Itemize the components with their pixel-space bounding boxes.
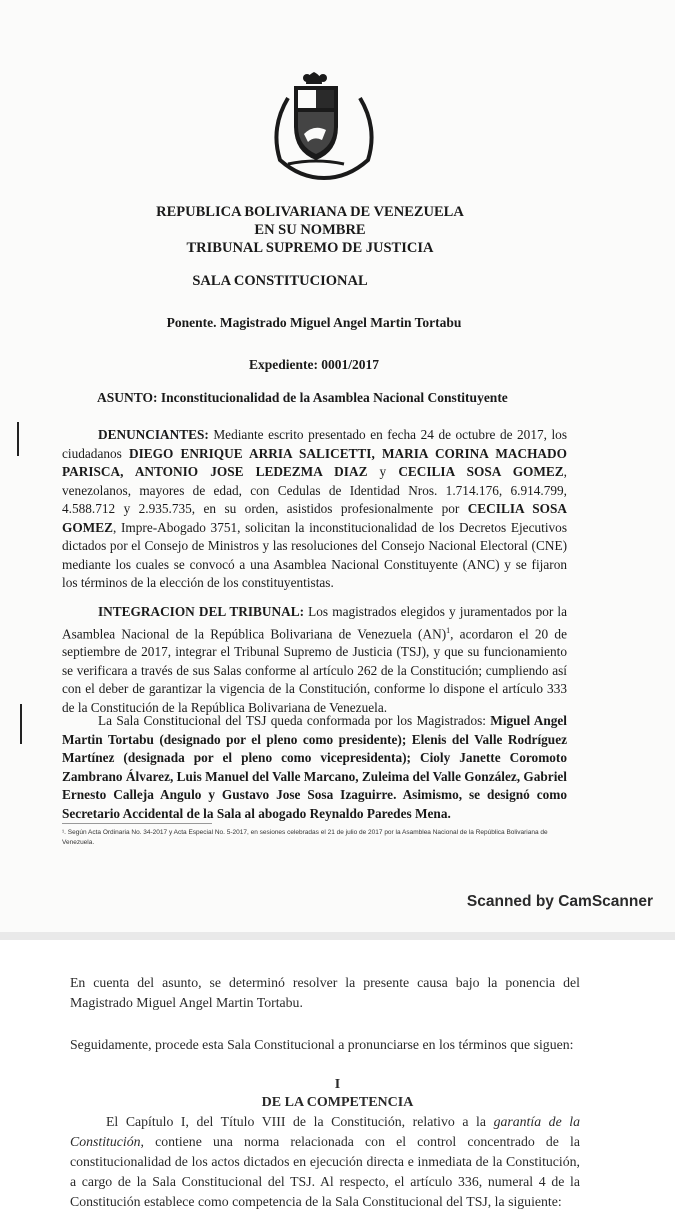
camscanner-watermark: Scanned by CamScanner: [466, 893, 653, 910]
header-country: REPUBLICA BOLIVARIANA DE VENEZUELA: [156, 204, 464, 220]
text: , Impre-Abogado 3751, solicitan la inconstitucionalidad de los Decretos Ejecutivos dictados por el Consejo de Ministros y las resoluciones del Consejo Nacional Electoral (CNE) mediante los cuales se convocó a una Asamblea Nacional Constituyente (ANC) y se fijaron los términos de la elección de los constituyentistas.: [62, 519, 567, 590]
magistrados-list: Miguel Angel Martin Tortabu (designado por el pleno como presidente); Elenis del Valle Rodríguez Martínez (designada por el pleno como vicepresidenta); Cioly Janette Coromoto Zambrano Álvarez, Luis Manuel del Valle Marcano, Zuleima del Valle González, Gabriel Ernesto Calleja Angulo y Gustavo Jose Sosa Izaguirre. Asimismo, se designó como Secretario Accidental de la Sala al abogado Reynaldo Paredes Mena.: [62, 713, 567, 821]
paragraph-integracion: [62, 603, 567, 717]
header-court: TRIBUNAL SUPREMO DE JUSTICIA: [186, 240, 434, 256]
names: DIEGO ENRIQUE ARRIA SALICETTI, MARIA CORINA MACHADO PARISCA, ANTONIO JOSE LEDEZMA DIAZ: [62, 445, 567, 479]
footnote-rule: [62, 823, 212, 824]
paragraph-cuenta: En cuenta del asunto, se determinó resolver la presente causa bajo la ponencia del Magistrado Miguel Angel Martin Tortabu.: [70, 975, 580, 1010]
text: Los magistrados elegidos y juramentados por la Asamblea Nacional de la República Bolivariana de Venezuela (AN): [62, 604, 568, 641]
text: La Sala Constitucional del TSJ queda conformada por los Magistrados:: [98, 713, 491, 728]
text: , acordaron el 20 de septiembre de 2017, integrar el Tribunal Supremo de Justicia (TSJ), y que su funcionamiento se verificara a través de sus Salas conforme al artículo 262 de la Constitución; cumpliendo así con el deber de garantizar la vigencia de la Constitución, conforme lo dispone el artículo 333 de la Constitución de la República Bolivariana de Venezuela.: [62, 625, 567, 715]
expediente: Expediente: 0001/2017: [248, 357, 380, 372]
paragraph-denunciantes: [62, 426, 567, 593]
paragraph-sala-conformada: [62, 712, 567, 823]
section-roman-numeral: I: [334, 1077, 341, 1092]
text: , venezolanos, mayores de edad, con Cedulas de Identidad Nros. 1.714.176, 6.914.799, 4.588.712 y 2.935.735, en su orden, asistidos profesionalmente por: [62, 464, 567, 516]
margin-mark: [17, 422, 19, 456]
paragraph-competencia: [70, 1112, 580, 1212]
asunto: ASUNTO: Inconstitucionalidad de la Asamblea Nacional Constituyente: [97, 390, 508, 405]
margin-mark: [20, 704, 22, 744]
paragraph-seguidamente: Seguidamente, procede esta Sala Constitucional a pronunciarse en los términos que siguen:: [70, 1037, 574, 1052]
ponente: Ponente. Magistrado Miguel Angel Martin Tortabu: [166, 315, 462, 330]
footnote: ¹. Según Acta Ordinaria No. 34-2017 y Acta Especial No. 5-2017, en sesiones celebradas el 21 de julio de 2017 por la Asamblea Nacional de la República Bolivariana de Venezuela.: [62, 829, 548, 846]
coat-of-arms-icon: [258, 68, 374, 184]
footnote-ref: 1: [446, 625, 451, 635]
section-title: DE LA COMPETENCIA: [261, 1095, 414, 1110]
page-separator: [0, 932, 675, 940]
label-integracion: INTEGRACION DEL TRIBUNAL:: [98, 604, 305, 619]
text: Mediante escrito presentado en fecha 24 de octubre de 2017, los ciudadanos: [62, 427, 567, 461]
text: , contiene una norma relacionada con el control concentrado de la constitucionalidad de los actos dictados en ejecución directa e inmediata de la Constitución, a cargo de la Sala Constitucional del TSJ. Al respecto, el artículo 336, numeral 4 de la Constitución establece como competencia de la Sala Constitucional del TSJ, la siguiente:: [70, 1134, 580, 1209]
label-denunciantes: DENUNCIANTES:: [98, 427, 209, 442]
header-en-su-nombre: EN SU NOMBRE: [254, 222, 366, 238]
header-sala: SALA CONSTITUCIONAL: [192, 273, 368, 289]
lawyer-name: CECILIA SOSA GOMEZ: [62, 501, 567, 535]
names: CECILIA SOSA GOMEZ: [398, 464, 564, 479]
document-page-2: [0, 940, 675, 1209]
emphasis: garantía de la Constitución: [70, 1114, 581, 1149]
text: y: [367, 464, 399, 479]
text: El Capítulo I, del Título VIII de la Constitución, relativo a la: [106, 1114, 494, 1129]
